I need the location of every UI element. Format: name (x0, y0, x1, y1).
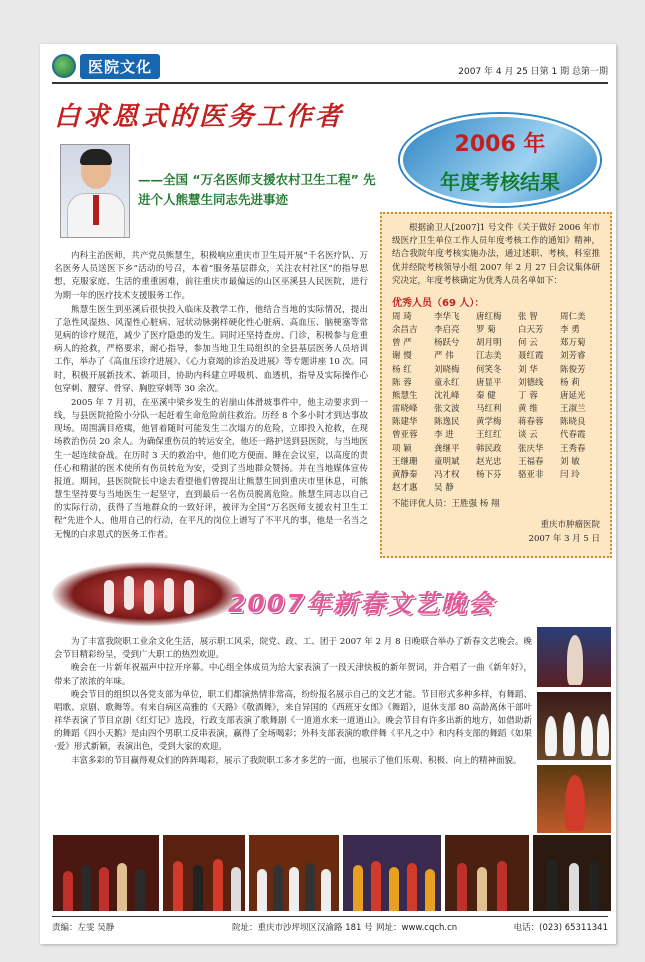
gala-photo-performer (536, 764, 612, 834)
photo-figure (425, 869, 435, 911)
staff-name: 张 智 (518, 311, 538, 322)
staff-name: 张庆华 (518, 443, 544, 454)
staff-name: 杨 莉 (560, 377, 580, 388)
photo-figure (273, 865, 283, 911)
staff-name: 唐红梅 (476, 311, 502, 322)
staff-name: 蒋春蓉 (518, 417, 544, 428)
assessment-badge (400, 114, 600, 206)
staff-name: 黄静秦 (392, 469, 418, 480)
staff-name: 杨跃兮 (434, 338, 460, 349)
staff-name: 罗 菊 (476, 325, 496, 336)
staff-name: 马红利 (476, 404, 502, 415)
masthead-logo-text: 医院文化 (80, 54, 160, 79)
headline: 白求恩式的医务工作者 (54, 102, 345, 132)
excellent-staff-list (392, 311, 600, 495)
staff-name: 刘 华 (518, 364, 538, 375)
gala-dancers-photo (52, 562, 242, 626)
assessment-badge-title: 年度考核结果 (440, 170, 560, 194)
assessment-results-box (380, 212, 612, 558)
staff-name: 张文波 (434, 404, 460, 415)
staff-name: 刘晓梅 (434, 364, 460, 375)
staff-name: 吴 静 (434, 483, 454, 494)
subhead: ——全国 “万名医师支援农村卫生工程” 先进个人熊慧生同志先进事迹 (138, 172, 376, 207)
photo-figure (99, 867, 109, 911)
staff-name: 陈 蓉 (392, 377, 412, 388)
footer-phone: 电话：(023) 65311341 (513, 923, 608, 933)
gala-photo-strip-3 (248, 834, 340, 912)
staff-name: 李 勇 (560, 325, 580, 336)
staff-name: 唐延光 (560, 390, 586, 401)
gala-photo-dancer (536, 626, 612, 688)
portrait-hair (80, 149, 112, 165)
staff-name: 王秀春 (560, 443, 586, 454)
dancer-figure (164, 578, 174, 612)
photo-figure (321, 869, 331, 911)
hospital-logo-icon (52, 54, 76, 78)
signature-date: 2007 年 3 月 5 日 (528, 533, 600, 544)
staff-name: 韩民政 (476, 443, 502, 454)
staff-name: 唐显平 (476, 377, 502, 388)
staff-name: 沈礼峰 (434, 390, 460, 401)
photo-figure (545, 716, 557, 756)
staff-name: 刘德线 (518, 377, 544, 388)
staff-name: 赵光忠 (476, 456, 502, 467)
staff-name: 闫 玲 (560, 469, 580, 480)
staff-name: 雷晓峰 (392, 404, 418, 415)
staff-name: 白天芳 (518, 325, 544, 336)
gala-banner: 2007年新春文艺晚会 (228, 589, 495, 618)
doctor-portrait (60, 144, 130, 238)
footer (52, 916, 608, 933)
staff-name: 童永红 (434, 377, 460, 388)
staff-name: 杨下芬 (476, 469, 502, 480)
dancer-figure (124, 576, 134, 610)
gala-story (54, 636, 532, 768)
gala-paragraph: 丰富多彩的节目赢得观众们的阵阵喝彩，展示了我院职工多才多艺的一面，也展示了他们乐观、积极、向上的精神面貌。 (71, 755, 522, 766)
staff-name: 陈逸民 (434, 417, 460, 428)
portrait-tie (93, 195, 99, 225)
photo-figure (289, 867, 299, 911)
photo-figure (305, 863, 315, 911)
staff-name: 何 云 (518, 338, 538, 349)
photo-figure (193, 865, 203, 911)
staff-name: 陈晓良 (560, 417, 586, 428)
staff-name: 余昌吉 (392, 325, 418, 336)
staff-name: 熊慧生 (392, 390, 418, 401)
photo-figure (81, 865, 91, 911)
photo-figure (353, 865, 363, 911)
staff-name: 陈建华 (392, 417, 418, 428)
staff-name: 王福春 (518, 456, 544, 467)
staff-name: 童明斌 (434, 456, 460, 467)
photo-figure (117, 863, 127, 911)
masthead-rule (52, 82, 608, 84)
doctor-story (54, 250, 368, 543)
excellent-staff-label: 优秀人员（69 人）： (392, 297, 485, 309)
gala-photo-strip-5 (444, 834, 530, 912)
photo-figure (597, 714, 609, 756)
story-paragraph: 熊慧生医生到巫溪后很快投入临床及教学工作，他结合当地的实际情况，提出了急性风湿热、风湿性心脏病、冠状动脉粥样硬化性心脏病、高血压、脑梗塞等常见病的诊疗规范，减少了医疗隐患的发生。同时还坚持查房、门诊，积极参与危重病人的抢救，严格要求，耐心指导，参加当地卫生局组织的全县基层医务人员培训工作，举办了《高血压诊疗进展》、《心力衰竭的诊治及进展》等专题讲座 10 次。同时，积极开展新技术、新项目，协助内科建立呼吸机、血透机，指导及实际操作心包穿刺、腰穿、骨穿、胸腔穿刺等 30 余次。 (54, 304, 368, 394)
signature-org: 重庆市肿瘤医院 (540, 520, 600, 531)
staff-name: 王淑兰 (560, 404, 586, 415)
staff-name: 谢 慢 (392, 351, 412, 362)
gala-paragraph: 为了丰富我院职工业余文化生活，展示职工风采，院党、政、工、团于 2007 年 2 月 8 日晚联合举办了新春文艺晚会。晚会节目精彩纷呈，受到广大职工的热烈欢迎。 (54, 637, 532, 661)
photo-figure (581, 716, 593, 756)
staff-name: 王红红 (476, 430, 502, 441)
photo-figure (547, 859, 557, 911)
photo-figure (407, 863, 417, 911)
staff-name: 丁 蓉 (518, 390, 538, 401)
photo-figure (135, 869, 145, 911)
photo-figure (173, 861, 183, 911)
assessment-intro: 根据渝卫人[2007]1 号文件《关于做好 2006 年市级医疗卫生单位工作人员年度考核工作的通知》精神，结合我院年度考核实施办法，通过述职、考核，科室推优并经院考核领导小组 2007 年 2 月 27 日会议集体研究决定，年度考核确定为优秀人员名单如下： (392, 223, 600, 286)
staff-name: 何笑冬 (476, 364, 502, 375)
photo-figure (567, 635, 583, 685)
story-paragraph: 内科主治医师，共产党员熊慧生，积极响应重庆市卫生局开展“千名医疗队、万名医务人员送医下乡”活动的号召，本着“服务基层群众，关注农村社区”的指导思想，克服家庭、生活的重重困难，前往重庆市最偏远的山区巫溪县人民医院，进行为期一年的医疗技术支援服务工作。 (54, 251, 368, 301)
masthead (52, 52, 608, 80)
staff-name: 秦 健 (476, 390, 496, 401)
footer-website: 网址：www.cqch.cn (376, 923, 458, 933)
staff-name: 项 颖 (392, 443, 412, 454)
newspaper-page (40, 44, 616, 944)
staff-name: 杨 红 (392, 364, 412, 375)
photo-figure (589, 861, 599, 911)
staff-name: 谈 云 (518, 430, 538, 441)
dancer-figure (104, 580, 114, 614)
gala-photo-swans (536, 691, 612, 761)
photo-figure (63, 871, 73, 911)
photo-figure (389, 867, 399, 911)
staff-name: 刘 敏 (560, 456, 580, 467)
staff-name: 赵才惠 (392, 483, 418, 494)
gala-paragraph: 晚会节目的组织以各党支部为单位，职工们都演热情非常高，纷纷报名展示自己的文艺才能。节目形式多种多样，有舞蹈、唱歌、京剧、歌舞等。有来自病区高雅的《天路》《敬酒舞》，来自异国的《西班牙女郎》《舞蹈》，退休支部 80 高龄离休干部叶祥华表演了节目京剧《红灯记》选段，行政支部表演了歌舞剧《一道道水来一道道山》。晚会节目有许多出新的地方，如借助新的舞蹈《四小天鹅》是由四个男职工反串表演，赢得了全场喝彩；外科支部表演的歌伴舞《平凡之中》和内科支部的舞蹈《如果·爱》形式新颖，表演出色，受到大家的欢迎。 (54, 689, 532, 753)
photo-figure (565, 775, 585, 831)
footer-address: 院址：重庆市沙坪坝区汉渝路 181 号 (232, 923, 373, 933)
photo-figure (213, 859, 223, 911)
staff-name: 曾亚蓉 (392, 430, 418, 441)
staff-name: 李 进 (434, 430, 454, 441)
staff-name: 聂红霞 (518, 351, 544, 362)
photo-figure (477, 867, 487, 911)
staff-name: 黄 维 (518, 404, 538, 415)
staff-name: 王继珊 (392, 456, 418, 467)
gala-photo-strip-6 (532, 834, 612, 912)
staff-name: 严 伟 (434, 351, 454, 362)
ineligible-staff: 不能评优人员：王胜强 杨 翔 (392, 499, 500, 510)
staff-name: 黄学梅 (476, 417, 502, 428)
photo-figure (569, 863, 579, 911)
staff-name: 龚继平 (434, 443, 460, 454)
photo-figure (563, 712, 575, 756)
staff-name: 冯才权 (434, 469, 460, 480)
dancer-figure (184, 580, 194, 614)
staff-name: 李启亮 (434, 325, 460, 336)
staff-name: 代春霞 (560, 430, 586, 441)
staff-name: 李华飞 (434, 311, 460, 322)
gala-photo-strip-1 (52, 834, 160, 912)
staff-name: 刘芳睿 (560, 351, 586, 362)
photo-figure (457, 863, 467, 911)
photo-figure (497, 861, 507, 911)
photo-figure (257, 869, 267, 911)
dancer-figure (144, 580, 154, 614)
assessment-badge-year: 2006 年 (454, 132, 546, 157)
staff-name: 江志美 (476, 351, 502, 362)
photo-figure (231, 867, 241, 911)
staff-name: 郑万菊 (560, 338, 586, 349)
issue-info: 2007 年 4 月 25 日第 1 期 总第一期 (458, 67, 608, 77)
story-paragraph: 2005 年 7 月初，在巫溪中梁乡发生的岩崩山体滑坡事件中，他主动要求到一线，与县医院抢险小分队一起赶着生命危险前往救治。历经 8 个多小时才到达事故现场。周围满目疮痍，他冒着随时可能发生二次塌方的危险，立即投入抢救，在现场救治伤员 20 余人。为确保重伤员的转运安全，他还一路护送到县医院，与当地医生一起连续奋战。在历时 3 天的救治中，他们吃方便面、睡在会议室，以高度的责任心和精湛的医术使所有伤员转危为安，受到了当地群众赞扬。并在当地媒体宣传报道。期间，县医院院长中途去看望他们曾提出让熊慧生回到重庆市里休息，可熊慧生坚持要与当地医生一起坚守，直到最后一名伤员脱离危险。熊慧生同志以自己的实际行动，获得了当地群众的一致好评，被评为全国“万名医师支援农村卫生工程”先进个人，他用自己的行动，在平凡的岗位上谱写了不平凡的事，他是一名当之无愧的白求恩式的医务工作者。 (54, 397, 368, 540)
gala-photo-strip-4 (342, 834, 442, 912)
footer-editor: 责编：左雯 吴静 (52, 923, 115, 933)
gala-paragraph: 晚会在一片新年祝福声中拉开序幕。中心组全体成员为给大家表演了一段天津快板的新年贺词，并合唱了一曲《新年好》，带来了浓浓的年味。 (54, 663, 532, 687)
photo-figure (371, 861, 381, 911)
staff-name: 周仁美 (560, 311, 586, 322)
staff-name: 曾 严 (392, 338, 412, 349)
gala-photo-strip-2 (162, 834, 246, 912)
staff-name: 周 琦 (392, 311, 412, 322)
staff-name: 骆亚非 (518, 469, 544, 480)
staff-name: 陈俊芳 (560, 364, 586, 375)
staff-name: 胡月明 (476, 338, 502, 349)
